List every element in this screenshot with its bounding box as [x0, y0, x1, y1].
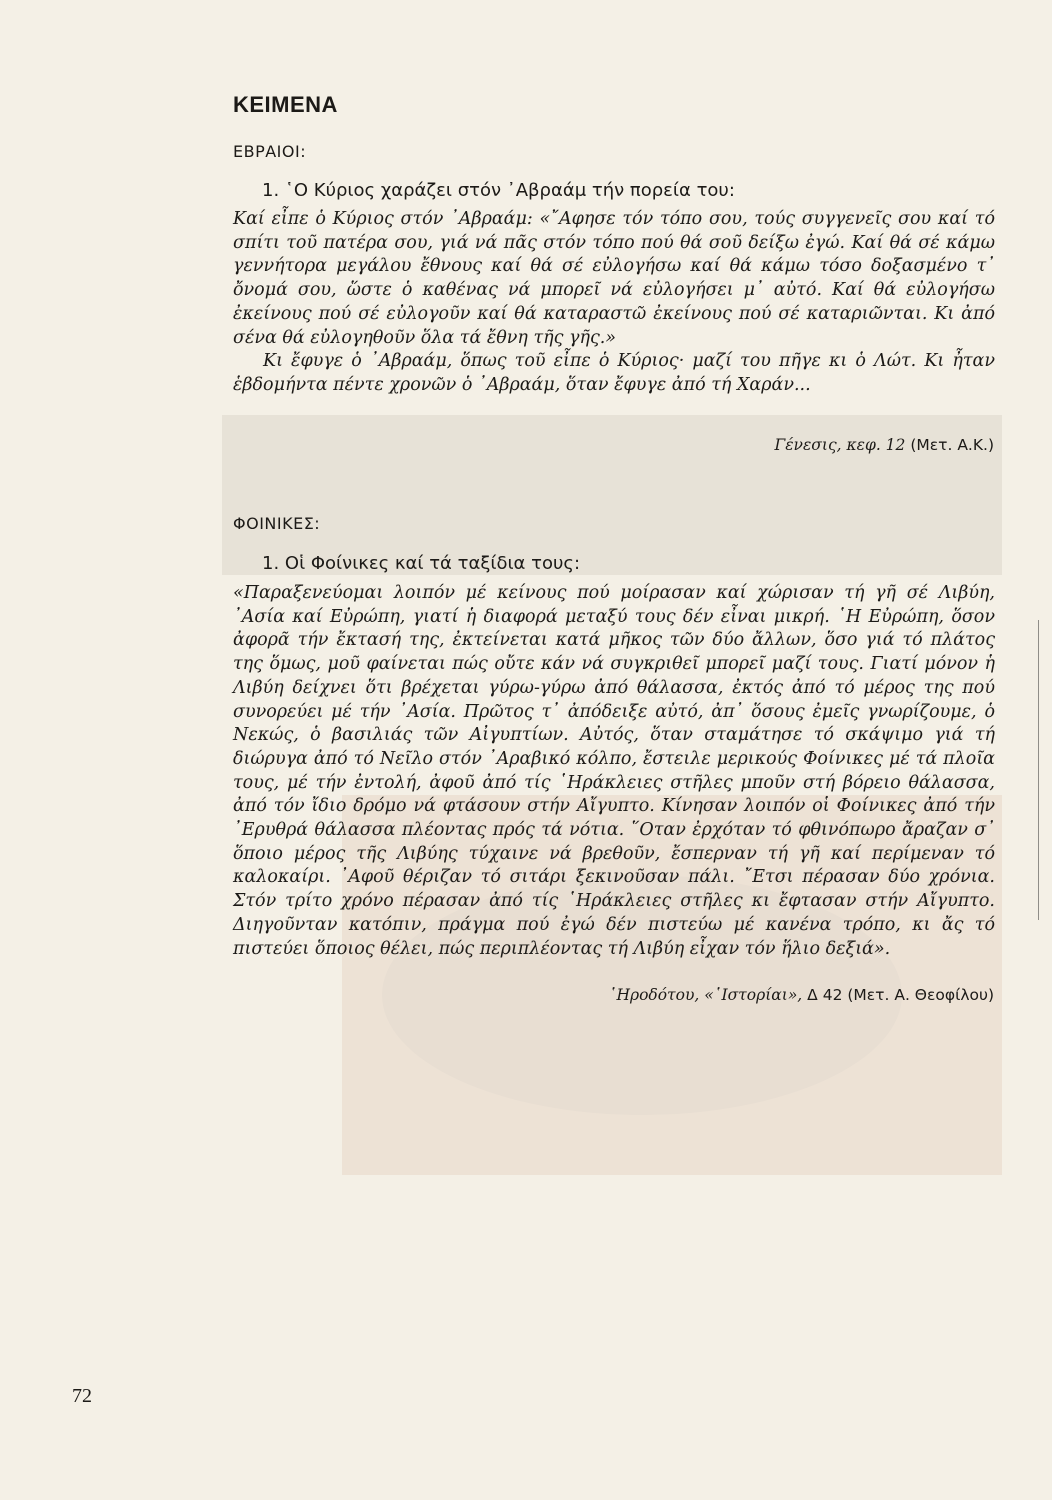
citation-herodotus-translator: Δ 42 (Μετ. Α. Θεοφίλου) [807, 986, 994, 1004]
page-number: 72 [72, 1385, 92, 1407]
section-label-phoenicians: ΦΟΙΝΙΚΕΣ: [233, 514, 321, 533]
page-edge-line [1038, 620, 1039, 920]
quote-herodotus [233, 582, 995, 961]
quote-genesis-paragraph-2: Κι ἔφυγε ὁ ᾿Αβραάμ, ὅπως τοῦ εἶπε ὁ Κύριος· μαζί του πῆγε κι ὁ Λώτ. Κι ἦταν ἑβδομήντα πέντε χρονῶν ὁ ᾿Αβραάμ, ὅταν ἔφυγε ἀπό τή Χαράν... [233, 351, 995, 395]
citation-genesis [774, 436, 994, 454]
subheading-phoenician-voyages: 1. Οἱ Φοίνικες καί τά ταξίδια τους: [262, 553, 581, 574]
citation-herodotus [609, 986, 994, 1004]
citation-genesis-source: Γένεσις, κεφ. 12 [774, 436, 906, 454]
section-label-hebrews: ΕΒΡΑΙΟΙ: [233, 142, 307, 161]
quote-genesis [233, 208, 995, 398]
citation-herodotus-source: ῾Ηροδότου, «῾Ιστορίαι», [608, 986, 803, 1004]
subheading-abraham: 1. ῾Ο Κύριος χαράζει στόν ᾿Αβραάμ τήν πορεία του: [262, 180, 735, 201]
citation-genesis-translator: (Μετ. Α.Κ.) [910, 436, 994, 454]
quote-genesis-paragraph-1: Καί εἶπε ὁ Κύριος στόν ᾿Αβραάμ: «῎Αφησε τόν τόπο σου, τούς συγγενεῖς σου καί τό σπίτι τοῦ πατέρα σου, γιά νά πᾶς στόν τόπο πού θά σοῦ δείξω ἐγώ. Καί θά σέ κάμω γεννήτορα μεγάλου ἔθνους καί θά σέ εὐλογήσω καί θά κάμω τόσο δοξασμένο τ᾿ ὄνομά σου, ὥστε ὁ καθένας νά μπορεῖ νά εὐλογήσει μ᾿ αὐτό. Καί θά εὐλογήσω ἐκείνους πού σέ εὐλογοῦν καί θά καταραστῶ ἐκείνους πού σέ καταριῶνται. Κι ἀπό σένα θά εὐλογηθοῦν ὅλα τά ἔθνη τῆς γῆς.» [233, 209, 995, 348]
page-title: ΚΕΙΜΕΝΑ [233, 92, 338, 117]
quote-herodotus-paragraph: «Παραξενεύομαι λοιπόν μέ κείνους πού μοίρασαν καί χώρισαν τή γῆ σέ Λιβύη, ᾿Ασία καί Εὐρώπη, γιατί ἡ διαφορά μεταξύ τους δέν εἶναι μικρή. ῾Η Εὐρώπη, ὅσον ἀφορᾶ τήν ἔκτασή της, ἐκτείνεται κατά μῆκος τῶν δύο ἄλλων, ὅσο γιά τό πλάτος της ὅμως, μοῦ φαίνεται πώς οὔτε κάν νά συγκριθεῖ μπορεῖ μαζί τους. Γιατί μόνον ἡ Λιβύη δείχνει ὅτι βρέχεται γύρω-γύρω ἀπό θάλασσα, ἐκτός ἀπό τό μέρος της πού συνορεύει μέ τήν ᾿Ασία. Πρῶτος τ᾿ ἀπόδειξε αὐτό, ἀπ᾿ ὅσους ἐμεῖς γνωρίζουμε, ὁ Νεκώς, ὁ βασιλιάς τῶν Αἰγυπτίων. Αὐτός, ὅταν σταμάτησε τό σκάψιμο γιά τή διώρυγα ἀπό τό Νεῖλο στόν ᾿Αραβικό κόλπο, ἔστειλε μερικούς Φοίνικες μέ τά πλοῖα τους, μέ τήν ἐντολή, ἀφοῦ ἀπό τίς ῾Ηράκλειες στῆλες μποῦν στή βόρειο θάλασσα, ἀπό τόν ἴδιο δρόμο νά φτάσουν στήν Αἴγυπτο. Κίνησαν λοιπόν οἱ Φοίνικες ἀπό τήν ᾿Ερυθρά θάλασσα πλέοντας πρός τά νότια. ῞Οταν ἐρχόταν τό φθινόπωρο ἄραζαν σ᾿ ὅποιο μέρος τῆς Λιβύης τύχαινε νά βρεθοῦν, ἔσπερναν τή γῆ καί περίμεναν τό καλοκαίρι. ᾿Αφοῦ θέριζαν τό σιτάρι ξεκινοῦσαν πάλι. ῎Ετσι πέρασαν δύο χρόνια. Στόν τρίτο χρόνο πέρασαν ἀπό τίς ῾Ηράκλειες στῆλες κι ἔφτασαν στήν Αἴγυπτο. Διηγοῦνταν κατόπιν, πράγμα πού ἐγώ δέν πιστεύω μέ κανένα τρόπο, κι ἄς τό πιστεύει ὅποιος θέλει, πώς περιπλέοντας τή Λιβύη εἶχαν τόν ἥλιο δεξιά». [233, 583, 995, 959]
